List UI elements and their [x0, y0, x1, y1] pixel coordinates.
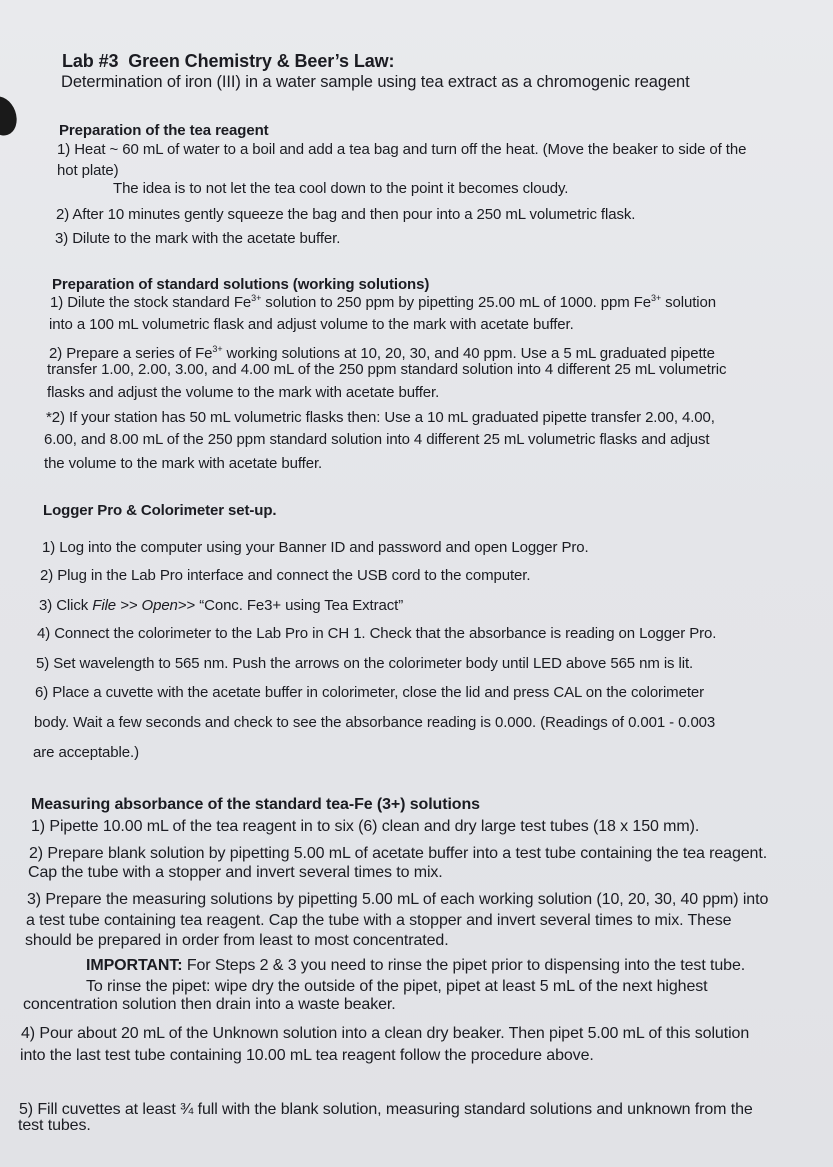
measuring-step-2-line-1: 2) Prepare blank solution by pipetting 5.00 mL of acetate buffer into a test tube containing the tea reagent. — [29, 845, 768, 862]
standards-alt-step-line-3: the volume to the mark with acetate buffer. — [44, 455, 323, 472]
rinse-line-1: To rinse the pipet: wipe dry the outside of the pipet, pipet at least 5 mL of the next highest — [86, 978, 708, 995]
logger-step-6-line-1: 6) Place a cuvette with the acetate buffer in colorimeter, close the lid and press CAL on the colorimeter — [35, 684, 705, 701]
tea-step-1-line-1: 1) Heat ~ 60 mL of water to a boil and add a tea bag and turn off the heat. (Move the beaker to side of the — [57, 141, 747, 158]
logger-step-6-line-3: are acceptable.) — [33, 744, 139, 761]
measuring-step-5-line-1: 5) Fill cuvettes at least ¾ full with the blank solution, measuring standard solutions and unknown from the — [19, 1101, 753, 1118]
page-title — [62, 50, 394, 72]
title-text: Green Chemistry & Beer’s Law: — [128, 51, 395, 71]
measuring-step-3-line-2: a test tube containing tea reagent. Cap the tube with a stopper and invert several times to mix. These — [26, 912, 732, 929]
tea-step-1-line-2: hot plate) — [57, 162, 119, 179]
rinse-line-2: concentration solution then drain into a waste beaker. — [23, 996, 396, 1013]
tea-reagent-heading: Preparation of the tea reagent — [59, 122, 269, 139]
standards-step-2-line-3: flasks and adjust the volume to the mark with acetate buffer. — [47, 384, 440, 401]
tea-step-1-note: The idea is to not let the tea cool down to the point it becomes cloudy. — [113, 180, 569, 197]
measuring-step-3-line-3: should be prepared in order from least to most concentrated. — [25, 932, 449, 949]
logger-step-2: 2) Plug in the Lab Pro interface and connect the USB cord to the computer. — [40, 567, 531, 584]
logger-step-3: 3) Click File >> Open>> “Conc. Fe3+ using Tea Extract” — [39, 597, 404, 614]
standards-step-2-line-1: 2) Prepare a series of $Fe^{3+}$ working solutions at 10, 20, 30, and 40 ppm. Use a 5 mL graduated pipette — [49, 344, 715, 362]
logger-step-5: 5) Set wavelength to 565 nm. Push the arrows on the colorimeter body until LED above 565 nm is lit. — [36, 655, 694, 672]
important-note: IMPORTANT: For Steps 2 & 3 you need to rinse the pipet prior to dispensing into the test tube. — [86, 957, 746, 974]
tea-step-3: 3) Dilute to the mark with the acetate buffer. — [55, 230, 341, 247]
measuring-step-4-line-1: 4) Pour about 20 mL of the Unknown solution into a clean dry beaker. Then pipet 5.00 mL of this solution — [21, 1025, 750, 1042]
logger-step-1: 1) Log into the computer using your Banner ID and password and open Logger Pro. — [42, 539, 589, 556]
standards-alt-step-line-2: 6.00, and 8.00 mL of the 250 ppm standard solution into 4 different 25 mL volumetric flasks and adjust — [44, 431, 710, 448]
lab-number: Lab #3 — [62, 51, 119, 71]
logger-step-4: 4) Connect the colorimeter to the Lab Pro in CH 1. Check that the absorbance is reading on Logger Pro. — [37, 625, 717, 642]
tea-step-2: 2) After 10 minutes gently squeeze the bag and then pour into a 250 mL volumetric flask. — [56, 206, 636, 223]
standards-step-1-line-2: into a 100 mL volumetric flask and adjust volume to the mark with acetate buffer. — [49, 316, 574, 333]
logger-heading: Logger Pro & Colorimeter set-up. — [43, 502, 277, 519]
measuring-step-4-line-2: into the last test tube containing 10.00 mL tea reagent follow the procedure above. — [20, 1047, 594, 1064]
logger-step-6-line-2: body. Wait a few seconds and check to see the absorbance reading is 0.000. (Readings of 0.001 - 0.003 — [34, 714, 716, 731]
standards-heading: Preparation of standard solutions (working solutions) — [52, 276, 430, 293]
measuring-step-2-line-2: Cap the tube with a stopper and invert several times to mix. — [28, 864, 443, 881]
paper-curl — [0, 92, 22, 140]
standards-step-1-line-1: 1) Dilute the stock standard $Fe^{3+}$ solution to 250 ppm by pipetting 25.00 mL of 1000. ppm $Fe^{3+}$ solution — [50, 293, 717, 311]
standards-alt-step-line-1: *2) If your station has 50 mL volumetric flasks then: Use a 10 mL graduated pipette transfer 2.00, 4.00, — [46, 409, 715, 426]
measuring-step-3-line-1: 3) Prepare the measuring solutions by pipetting 5.00 mL of each working solution (10, 20, 30, 40 ppm) into — [27, 891, 769, 908]
measuring-heading: Measuring absorbance of the standard tea-Fe (3+) solutions — [31, 796, 480, 813]
measuring-step-1: 1) Pipette 10.00 mL of the tea reagent in to six (6) clean and dry large test tubes (18 x 150 mm). — [31, 818, 700, 835]
measuring-step-5-line-2: test tubes. — [18, 1117, 91, 1134]
page-subtitle: Determination of iron (III) in a water sample using tea extract as a chromogenic reagent — [61, 73, 690, 91]
standards-step-2-line-2: transfer 1.00, 2.00, 3.00, and 4.00 mL of the 250 ppm standard solution into 4 different 25 mL volumetric — [47, 361, 727, 378]
